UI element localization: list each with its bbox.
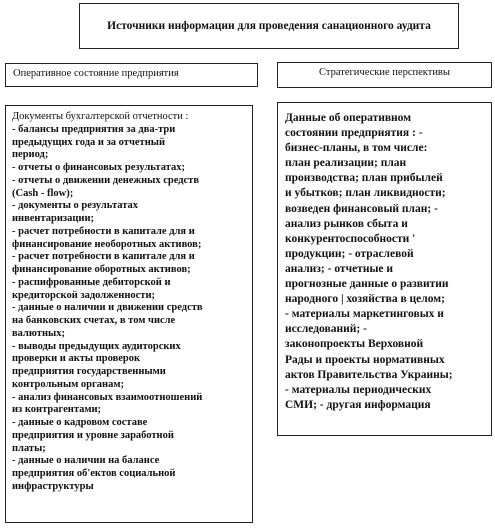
- operational-source-line: - анализ финансовых взаимоотношений: [12, 391, 203, 403]
- operational-source-line: - распифрованные дебиторской и: [12, 276, 171, 288]
- operational-source-line: кредиторской задолженности;: [12, 289, 156, 301]
- operational-source-line: - данные о кадровом составе: [12, 417, 148, 428]
- strategic-source-line: производства; план прибылей: [285, 172, 443, 185]
- operational-source-line: Документы бухгалтерской отчетности :: [12, 111, 189, 122]
- operational-source-line: финансирование оборотных активов;: [12, 264, 191, 275]
- operational-source-line: предприятия и уровне заработной: [12, 429, 174, 441]
- operational-source-line: - данные о наличии и движении средств: [12, 302, 203, 314]
- operational-source-line: предыдущих года и за отчетный: [12, 136, 165, 148]
- operational-source-line: - расчет потребности в капитале для и: [12, 251, 195, 263]
- strategic-source-line: анализ рынков сбыта и: [285, 217, 408, 230]
- operational-source-line: инфраструктуры: [12, 480, 94, 492]
- operational-source-line: - отчеты о движении денежных средств: [12, 174, 200, 186]
- strategic-source-line: - материалы периодических: [285, 383, 432, 396]
- strategic-source-line: план реализации; план: [285, 157, 407, 170]
- operational-source-line: проверки и акты проверок: [12, 353, 141, 365]
- strategic-source-line: Рады и проекты нормативных: [285, 353, 445, 366]
- operational-source-line: на банковских счетах, в том числе: [12, 315, 176, 326]
- strategic-source-line: конкурентоспособности ': [285, 232, 416, 245]
- operational-source-line: предприятия об'ектов социальной: [12, 468, 176, 479]
- strategic-source-line: состоянии предприятия : -: [285, 127, 423, 140]
- operational-source-line: контрольным органам;: [12, 378, 124, 390]
- title-box: [79, 3, 459, 49]
- operational-source-line: платы;: [12, 442, 46, 454]
- operational-state-label: Оперативное состояние предприятия: [13, 68, 179, 79]
- strategic-source-line: - материалы маркетинговых и: [285, 308, 444, 321]
- operational-sources-box: [5, 105, 253, 523]
- operational-source-line: период;: [12, 149, 49, 161]
- strategic-source-line: законопроекты Верховной: [285, 338, 424, 351]
- strategic-source-line: Данные об оперативном: [285, 112, 412, 124]
- strategic-source-line: актов Правительства Украины;: [285, 368, 453, 381]
- strategic-source-line: возведен финансовый план; -: [285, 202, 438, 215]
- operational-source-line: - балансы предприятия за два-три: [12, 123, 176, 135]
- operational-source-line: - документы о результатах: [12, 200, 138, 212]
- strategic-perspectives-label: Стратегические перспективы: [319, 67, 450, 78]
- operational-source-line: - отчеты о финансовых результатах;: [12, 162, 185, 173]
- strategic-perspectives-header: [277, 62, 492, 88]
- strategic-source-line: анализ; - отчетные и: [285, 262, 394, 275]
- strategic-source-line: прогнозные данные о развитии: [285, 278, 449, 291]
- operational-source-line: (Cash - flow);: [12, 187, 74, 199]
- operational-state-header: [5, 63, 258, 87]
- strategic-source-line: бизнес-планы, в том числе:: [285, 142, 428, 155]
- strategic-sources-box: [277, 102, 492, 436]
- strategic-source-line: и убытков; план ликвидности;: [285, 187, 446, 200]
- operational-source-line: - расчет потребности в капитале для и: [12, 225, 195, 237]
- strategic-source-line: СМИ; - другая информация: [285, 398, 431, 411]
- strategic-source-line: народного | хозяйства в целом;: [285, 293, 445, 306]
- strategic-source-line: продукции; - отраслевой: [285, 247, 414, 260]
- operational-source-line: предприятия государственными: [12, 366, 166, 377]
- operational-source-line: валютных;: [12, 327, 65, 339]
- operational-source-line: из контрагентами;: [12, 404, 102, 416]
- operational-source-line: инвентаризации;: [12, 213, 95, 224]
- operational-source-line: - данные о наличии на балансе: [12, 455, 160, 467]
- diagram-title: Источники информации для проведения санационного аудита: [107, 19, 431, 32]
- strategic-source-line: исследований; -: [285, 323, 367, 336]
- operational-source-line: финансирование необоротных активов;: [12, 238, 202, 250]
- operational-source-line: - выводы предыдущих аудиторских: [12, 340, 181, 352]
